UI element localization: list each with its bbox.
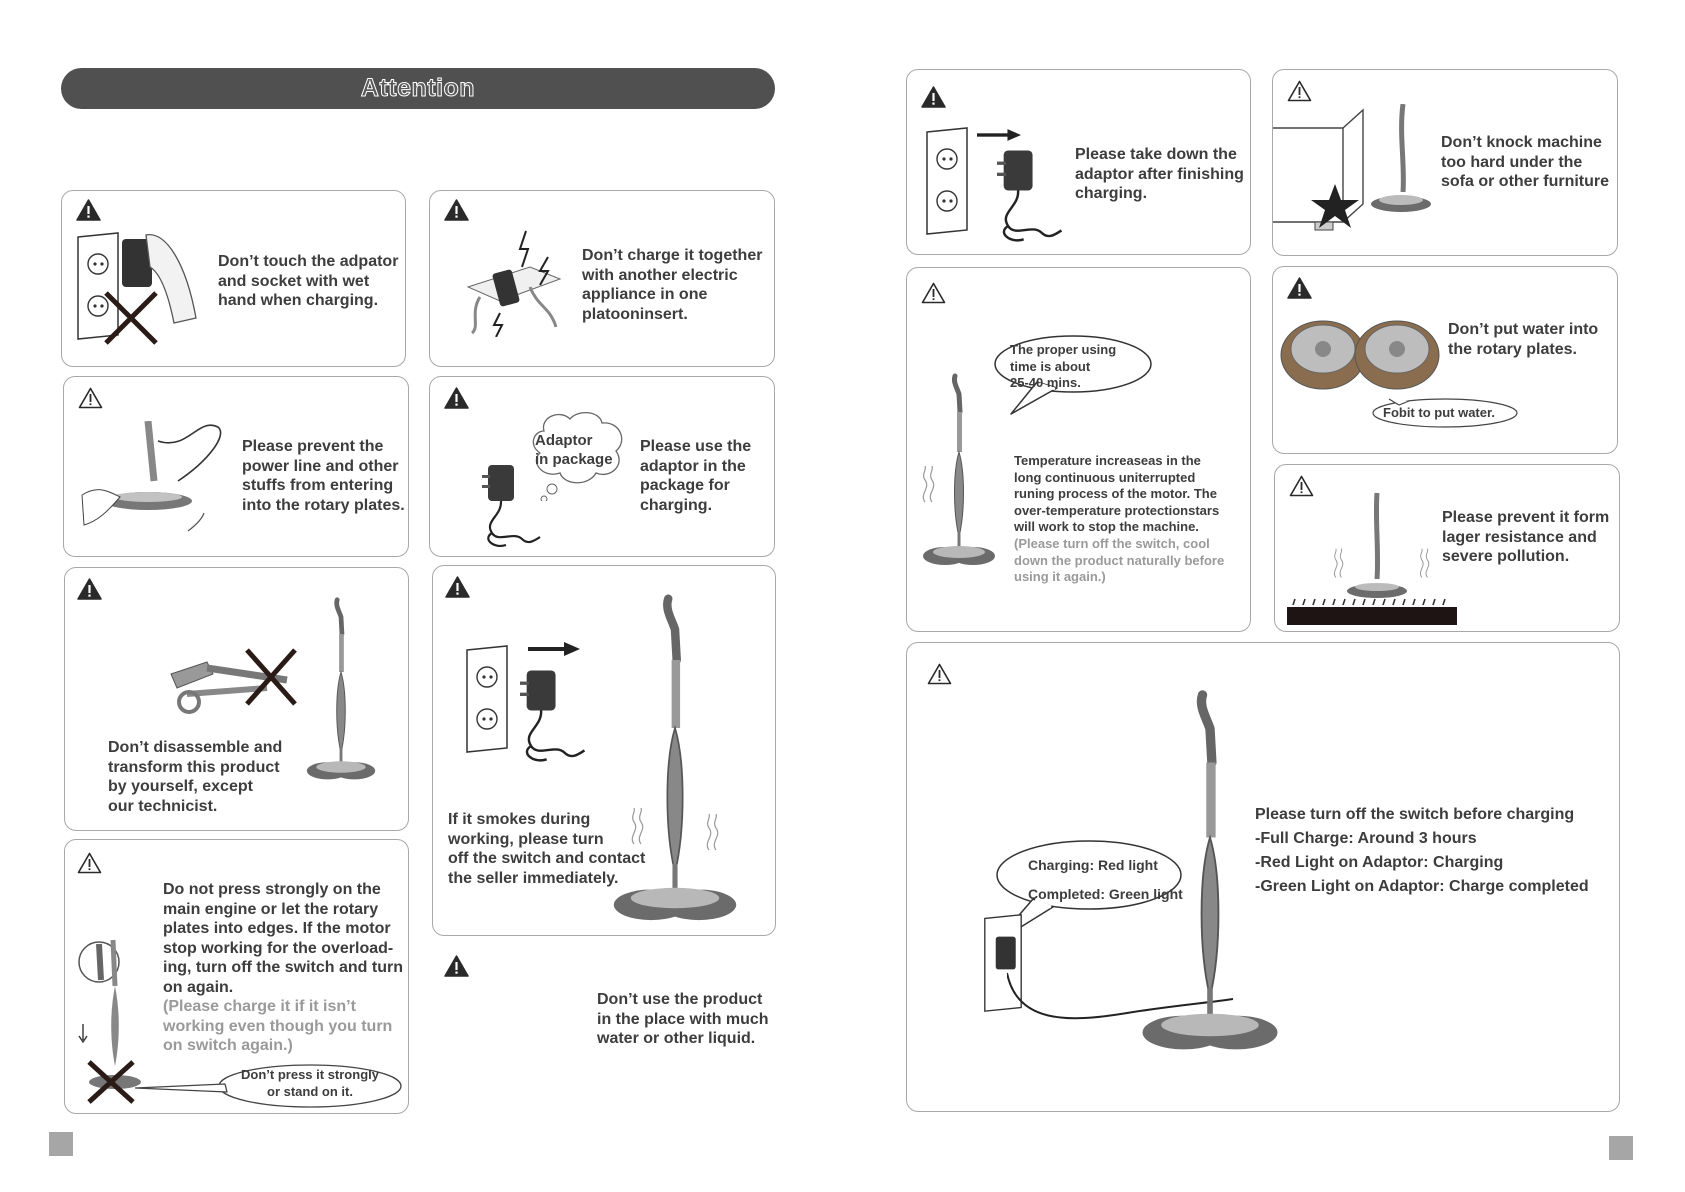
take-down-line: adaptor after finishing <box>1075 165 1244 183</box>
using-time-note-line: down the product naturally before <box>1014 552 1225 568</box>
water-plates-bubble: Fobit to put water. <box>1383 405 1495 420</box>
disassemble-line: by yourself, except <box>108 778 253 795</box>
press-bubble-line: Don’t press it strongly <box>241 1067 379 1082</box>
using-time-line: runing process of the motor. The <box>1014 486 1217 501</box>
knock-line: sofa or other furniture <box>1441 173 1610 190</box>
smokes-text <box>448 810 645 888</box>
card-smokes <box>432 565 776 936</box>
charge-together-line: Don’t charge it together <box>582 247 763 264</box>
wet-hand-line: Don’t touch the adpator <box>218 253 399 270</box>
use-adaptor-line: Please use the <box>640 438 752 455</box>
carpet-mop-illustration <box>1285 491 1461 627</box>
adaptor-bubble-text <box>535 431 613 469</box>
mop-illustration <box>302 596 380 786</box>
card-charging <box>906 642 1620 1112</box>
liquid-line: water or other liquid. <box>597 1030 756 1047</box>
rotary-plates-illustration <box>1277 313 1447 403</box>
disassemble-line: our technicist. <box>108 797 218 815</box>
charging-line: -Full Charge: Around 3 hours <box>1255 830 1477 847</box>
card-charge-together <box>429 190 775 367</box>
press-bubble-line: or stand on it. <box>267 1083 353 1099</box>
attention-banner <box>61 68 775 109</box>
press-strongly-note-line: (Please charge it if it isn’t <box>163 998 356 1015</box>
wet-hand-text <box>218 252 398 311</box>
arrow-icon <box>977 128 1021 142</box>
card-water-plates <box>1272 266 1618 454</box>
socket-illustration <box>925 126 969 236</box>
sofa-mop-illustration <box>1273 104 1443 234</box>
using-time-text <box>1014 453 1219 536</box>
knock-text <box>1441 133 1609 192</box>
smokes-line: If it smokes during <box>448 811 591 828</box>
resistance-line: lager resistance and <box>1442 528 1597 546</box>
charging-line: -Green Light on Adaptor: Charge completed <box>1255 878 1589 895</box>
charge-together-line: with another electric <box>582 266 738 284</box>
card-disassemble <box>64 567 409 831</box>
using-time-line: long continuous uniterrupted <box>1014 469 1196 485</box>
wet-hand-line: hand when charging. <box>218 292 379 309</box>
press-strongly-line: plates into edges. If the motor <box>163 920 391 937</box>
use-adaptor-line: charging. <box>640 496 713 514</box>
tools-illustration <box>167 644 307 724</box>
take-down-line: Please take down the <box>1075 146 1237 163</box>
charging-line: -Red Light on Adaptor: Charging <box>1255 854 1504 871</box>
resistance-line: severe pollution. <box>1442 548 1570 565</box>
smokes-line: the seller immediately. <box>448 869 619 887</box>
adaptor-bubble-line: in package <box>535 451 613 468</box>
warning-icon <box>921 86 946 108</box>
press-strongly-note-line: working even though you turn <box>163 1017 393 1035</box>
liquid-text <box>597 990 769 1049</box>
warning-outline-icon <box>78 387 103 409</box>
using-time-line: will work to stop the machine. <box>1014 519 1199 534</box>
page-marker-right <box>1609 1136 1633 1160</box>
warning-outline-icon <box>927 663 952 685</box>
using-time-bubble-line: The proper using <box>1010 342 1117 357</box>
charging-bubble-line: Charging: Red light <box>1028 857 1158 873</box>
resistance-text <box>1442 508 1609 567</box>
warning-icon <box>77 578 102 600</box>
charge-together-line: appliance in one <box>582 286 708 303</box>
warning-outline-icon <box>921 282 946 304</box>
card-resistance <box>1274 464 1620 632</box>
card-press-strongly <box>64 839 409 1114</box>
using-time-bubble-line: time is about <box>1010 358 1091 374</box>
use-adaptor-text <box>640 437 751 515</box>
card-take-down-adaptor <box>906 69 1251 255</box>
mop-illustration <box>919 372 999 572</box>
take-down-text <box>1075 145 1244 204</box>
warning-icon <box>444 955 469 977</box>
use-adaptor-line: package for <box>640 477 730 494</box>
water-plates-line: Don’t put water into <box>1448 321 1599 338</box>
wet-hand-line: and socket with wet <box>218 272 370 290</box>
socket-illustration <box>465 644 509 754</box>
charging-line: Please turn off the switch before charging <box>1255 806 1575 823</box>
press-strongly-line: on again. <box>163 978 234 996</box>
press-strongly-text <box>163 880 403 997</box>
adaptor-illustration <box>987 146 1067 246</box>
power-line-text <box>242 437 405 515</box>
press-strongly-note-line: on switch again.) <box>163 1037 293 1054</box>
using-time-bubble-line: 25-40 mins. <box>1010 375 1081 390</box>
disassemble-line: Don’t disassemble and <box>108 739 283 756</box>
using-time-line: Temperature increaseas in the <box>1014 453 1201 468</box>
power-line-line: power line and other <box>242 457 399 475</box>
arrow-icon <box>528 642 580 656</box>
warning-icon <box>445 576 470 598</box>
knock-line: too hard under the <box>1441 153 1583 171</box>
use-adaptor-line: adaptor in the <box>640 457 746 475</box>
adaptor-illustration <box>505 666 595 766</box>
power-line-line: Please prevent the <box>242 438 384 455</box>
card-wet-hand <box>61 190 406 367</box>
power-line-line: stuffs from entering <box>242 477 394 494</box>
liquid-line: in the place with much <box>597 1010 769 1028</box>
charging-text <box>1255 803 1589 899</box>
press-bubble-text <box>217 1067 403 1100</box>
press-strongly-line: main engine or let the rotary <box>163 900 379 918</box>
card-power-line <box>63 376 409 557</box>
warning-icon <box>444 387 469 409</box>
charge-together-line: platooninsert. <box>582 305 688 323</box>
press-strongly-line: ing, turn off the switch and turn <box>163 959 403 976</box>
warning-icon <box>1287 277 1312 299</box>
liquid-line: Don’t use the product <box>597 991 763 1008</box>
warning-icon <box>76 199 101 221</box>
power-line-line: into the rotary plates. <box>242 496 405 514</box>
charge-together-text <box>582 246 762 324</box>
using-time-line: over-temperature protectionstars <box>1014 502 1220 518</box>
using-time-bubble <box>1010 342 1116 392</box>
smokes-line: off the switch and contact <box>448 850 646 867</box>
press-strongly-line: Do not press strongly on the <box>163 881 381 898</box>
knock-line: Don’t knock machine <box>1441 134 1602 151</box>
mop-zoom-illustration <box>77 936 143 1106</box>
disassemble-line: transform this product <box>108 758 280 776</box>
warning-outline-icon <box>77 852 102 874</box>
adaptor-illustration <box>474 461 544 551</box>
warning-outline-icon <box>1287 80 1312 102</box>
card-using-time <box>906 267 1251 632</box>
socket-hand-illustration <box>76 223 206 353</box>
charging-bubble-line: Completed: Green light <box>1028 886 1183 902</box>
take-down-line: charging. <box>1075 185 1148 202</box>
using-time-note-line: (Please turn off the switch, cool <box>1014 536 1210 551</box>
smokes-line: working, please turn <box>448 830 604 848</box>
mop-cable-illustration <box>78 421 228 546</box>
card-use-adaptor <box>429 376 775 557</box>
press-strongly-note <box>163 997 392 1056</box>
resistance-line: Please prevent it form <box>1442 509 1610 526</box>
disassemble-text <box>108 738 282 816</box>
adaptor-bubble-line: Adaptor <box>535 432 593 449</box>
power-strip-illustration <box>460 227 580 337</box>
warning-icon <box>444 199 469 221</box>
water-plates-text <box>1448 320 1598 359</box>
page-marker-left <box>49 1132 73 1156</box>
banner-title: Attention <box>360 74 476 102</box>
water-plates-line: the rotary plates. <box>1448 340 1577 358</box>
using-time-note <box>1014 536 1224 586</box>
press-strongly-line: stop working for the overload- <box>163 939 394 957</box>
card-knock <box>1272 69 1618 256</box>
using-time-note-line: using it again.) <box>1014 569 1106 584</box>
